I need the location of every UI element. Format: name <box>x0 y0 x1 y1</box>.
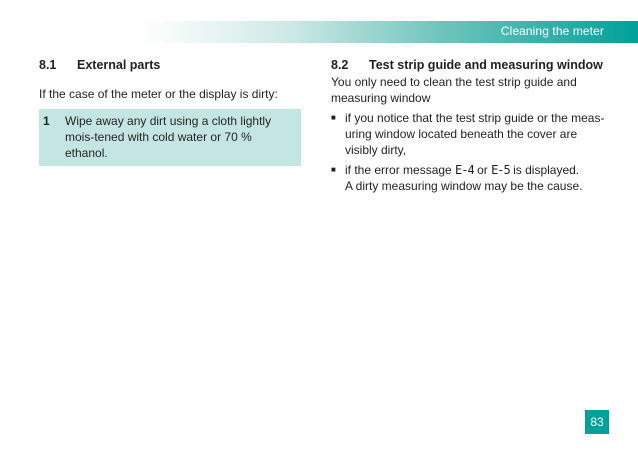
page-number: 83 <box>590 415 604 429</box>
text-fragment: if the error message <box>345 163 456 177</box>
error-code-e4: E-4 <box>455 163 474 177</box>
text-fragment: or <box>473 163 492 177</box>
section-number: 8.2 <box>331 58 349 72</box>
list-item-text <box>345 162 582 194</box>
header-bar <box>0 21 638 43</box>
text-fragment: A dirty measuring window may be the cause. <box>345 179 583 193</box>
text-fragment: is displayed. <box>509 163 580 177</box>
section-intro: You only need to clean the test strip guide and measuring window <box>331 75 577 105</box>
square-bullet-icon: ■ <box>331 165 336 174</box>
list-item <box>331 162 611 194</box>
step-text: Wipe away any dirt using a cloth lightly mois-tened with cold water or 70 % ethanol. <box>65 114 272 160</box>
step-box <box>39 109 301 166</box>
section-intro: If the case of the meter or the display is dirty: <box>39 87 278 101</box>
list-item <box>331 110 611 158</box>
section-title: External parts <box>77 58 161 72</box>
running-header-title: Cleaning the meter <box>500 24 604 38</box>
section-title: Test strip guide and measuring window <box>369 58 603 72</box>
section-heading <box>39 57 301 73</box>
section-external-parts <box>39 57 301 166</box>
square-bullet-icon: ■ <box>331 113 336 122</box>
bullet-list <box>331 110 611 194</box>
list-item-text: if you notice that the test strip guide or the meas-uring window located beneath the cover are visibly dirty, <box>345 111 605 157</box>
page-number-badge <box>585 410 609 434</box>
section-test-strip-guide <box>331 57 611 198</box>
section-heading <box>331 57 611 73</box>
section-number: 8.1 <box>39 58 57 72</box>
step-number: 1 <box>43 114 50 128</box>
error-code-e5: E-5 <box>491 163 510 177</box>
